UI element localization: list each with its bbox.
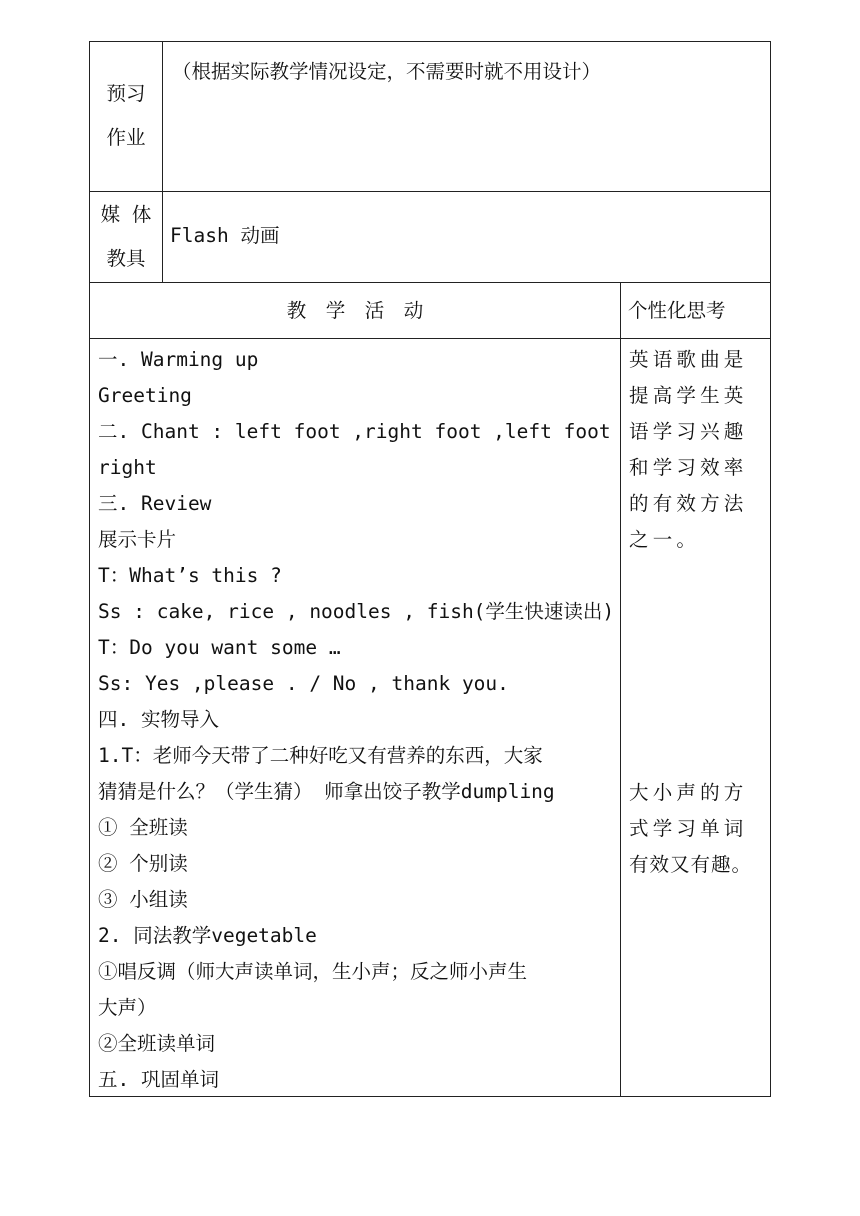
media-label [90,193,162,281]
activity-line: Ss: Yes ,please . / No , thank you. [98,672,509,695]
activity-line: 大声） [98,996,157,1019]
activity-line: 三. Review [98,492,212,515]
activity-line: ①唱反调（师大声读单词，生小声；反之师小声生 [98,960,528,983]
thoughts-header: 个性化思考 [628,299,726,322]
preview-label-line2: 作业 [106,126,146,149]
activity-line: ②全班读单词 [98,1032,216,1055]
activity-line: 猜猜是什么？（学生猜） 师拿出饺子教学dumpling [98,780,555,803]
preview-content: （根据实际教学情况设定，不需要时就不用设计） [172,60,602,83]
activity-line: 四. 实物导入 [98,708,219,731]
activity-line: 一. Warming up [98,348,259,371]
activity-line: Greeting [98,384,192,407]
activity-line: 五. 巩固单词 [98,1068,219,1091]
activity-line: 展示卡片 [98,528,177,551]
row-divider-header [89,338,771,339]
label-column-divider [162,41,163,283]
media-label-line2: 教具 [106,247,146,270]
thought-note-volume: 大小声的方 式学习单词 有效又有趣。 [629,781,753,876]
activity-line: T：Do you want some … [98,636,341,659]
table-top-border [89,41,771,42]
activity-line: ③ 小组读 [98,888,188,911]
activity-line: right [98,456,157,479]
activities-header: 教 学 活 动 [286,299,424,322]
thought-note-song: 英语歌曲是 提高学生英 语学习兴趣 和学习效率 的有效方法 之一。 [629,348,748,551]
row-divider-media [89,282,771,283]
activity-line: ① 全班读 [98,816,188,839]
row-divider-preview [89,191,771,192]
thoughts-column-divider [620,282,621,1097]
activity-line: 1.T：老师今天带了二种好吃又有营养的东西，大家 [98,744,543,767]
activity-line: 二. Chant : left foot ,right foot ,left foot [98,420,611,443]
media-label-line1: 媒 体 [100,203,152,226]
activity-line: T：What’s this ? [98,564,282,587]
activity-line: ② 个别读 [98,852,188,875]
table-right-border [770,41,771,1097]
activities-list [98,342,614,1098]
preview-label-line1: 预习 [106,82,146,105]
preview-label [90,72,162,160]
media-content: Flash 动画 [170,224,280,247]
activity-line: 2. 同法教学vegetable [98,924,317,947]
activity-line: Ss : cake, rice , noodles , fish(学生快速读出) [98,600,615,623]
